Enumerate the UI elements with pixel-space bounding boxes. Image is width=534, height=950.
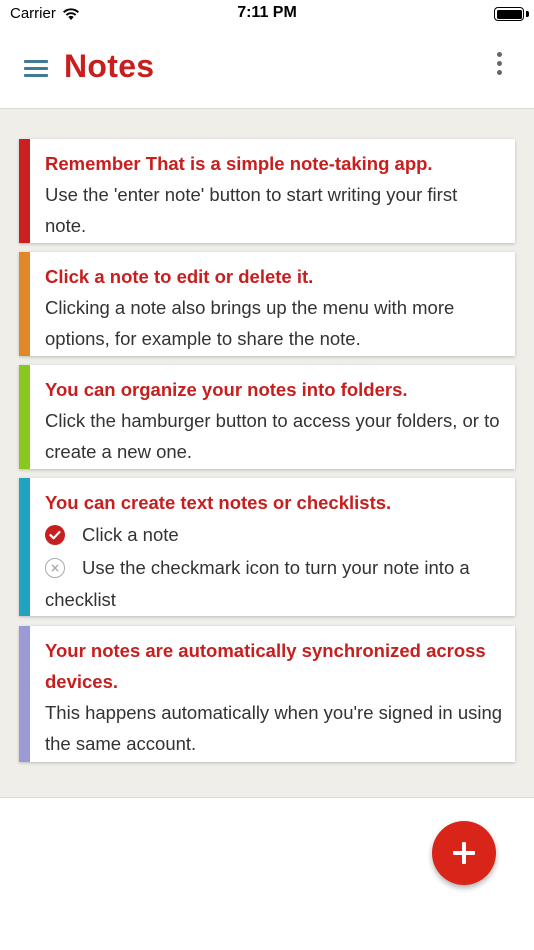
note-body: This happens automatically when you're signed in using the same account.: [45, 702, 503, 754]
battery-icon: [494, 7, 524, 21]
clock: 7:11 PM: [237, 4, 297, 21]
add-note-button[interactable]: [432, 821, 496, 885]
note-title: You can organize your notes into folders.: [45, 379, 408, 400]
plus-icon-vertical: [462, 842, 466, 864]
note-color-bar: [19, 139, 30, 243]
note-color-bar: [19, 478, 30, 616]
note-title: You can create text notes or checklists.: [45, 492, 392, 513]
note-card[interactable]: [19, 365, 515, 469]
checklist-item[interactable]: [45, 551, 503, 584]
note-title: Click a note to edit or delete it.: [45, 266, 314, 287]
page-title: Notes: [64, 48, 155, 84]
note-card[interactable]: [19, 478, 515, 616]
checklist-item[interactable]: [45, 518, 503, 551]
more-vert-icon[interactable]: [490, 50, 508, 78]
checked-circle-icon[interactable]: [45, 525, 65, 545]
note-card[interactable]: [19, 252, 515, 356]
note-title: Remember That is a simple note-taking app.: [45, 153, 433, 174]
notes-list: [0, 108, 534, 798]
note-body: Click the hamburger button to access your folders, or to create a new one.: [45, 410, 500, 462]
carrier-label: Carrier: [10, 5, 56, 22]
note-title: Your notes are automatically synchronized across devices.: [45, 640, 486, 692]
unchecked-circle-icon[interactable]: [45, 558, 65, 578]
note-body: Use the 'enter note' button to start writing your first note.: [45, 184, 458, 236]
note-body: Clicking a note also brings up the menu with more options, for example to share the note.: [45, 297, 455, 349]
checklist-item-text: Use the checkmark icon to turn your note into a: [82, 557, 470, 578]
app-bar: [0, 28, 534, 108]
checklist-item-text-wrap: checklist: [45, 589, 116, 610]
note-color-bar: [19, 365, 30, 469]
note-color-bar: [19, 626, 30, 762]
note-card[interactable]: [19, 139, 515, 243]
status-bar: [0, 0, 534, 28]
note-card[interactable]: [19, 626, 515, 762]
hamburger-icon[interactable]: [22, 56, 50, 80]
checklist-item-text: Click a note: [82, 524, 179, 545]
battery-tip: [526, 11, 529, 17]
note-color-bar: [19, 252, 30, 356]
